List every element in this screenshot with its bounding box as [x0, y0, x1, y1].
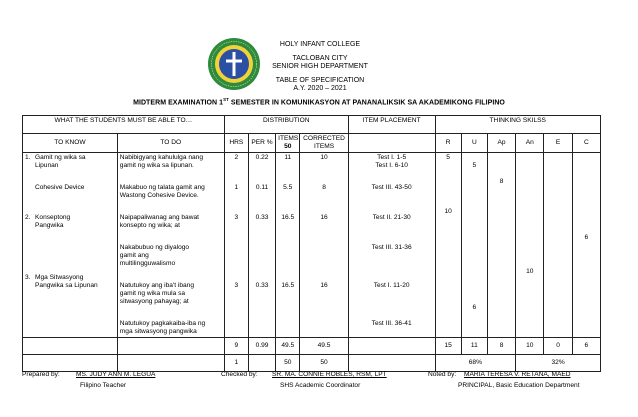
- school-seal-logo: [207, 37, 261, 91]
- school-name: HOLY INFANT COLLEGE: [279, 41, 361, 48]
- table-top-header: [23, 116, 601, 134]
- r-header: R: [435, 134, 461, 153]
- what-header: WHAT THE STUDENTS MUST BE ABLE TO…: [23, 116, 225, 134]
- table-row-summary: [23, 355, 601, 372]
- to-know-cell: 1. Gamit ng wika sa Lipunan Cohesive Device 2. Konseptong Pangwika 3. Mga Sitwasyong Pangwika sa Lipunan: [23, 153, 118, 338]
- corrected-items-header: CORRECTED ITEMS: [300, 134, 348, 153]
- item-placement-cell: Test I. 1-5 Test I. 6-10 Test III. 43-50 Test II. 21-30 Test III. 31-36 Test I. 11-20 Test III. 36-41: [348, 153, 435, 338]
- document-title: TABLE OF SPECIFICATION: [275, 77, 365, 84]
- to-do-cell: Nabibigyang kahululga nang gamit ng wika sa lipunan. Makabuo ng talata gamit ang Wastong Cohesive Device. Naipapaliwanag ang bawat konsepto ng wika; at Nakabubuo ng diyalogo gamit ang multilingguwalismo Natutukoy ang iba't ibang gamit ng wika mula sa sitwasyong pahayag; at Natutukoy pagkakaiba-iba ng mga sitwasyong pangwika: [117, 153, 224, 338]
- checked-by-label: Checked by:: [221, 371, 258, 378]
- specification-table: [22, 115, 601, 372]
- school-city: TACLOBAN CITY: [292, 55, 348, 62]
- per-header: PER %: [248, 134, 275, 153]
- to-do-header: TO DO: [117, 134, 224, 153]
- ap-header: Ap: [487, 134, 515, 153]
- total-e: 0: [544, 338, 572, 355]
- item-placement-header: ITEM PLACEMENT: [348, 116, 435, 134]
- total-r: 15: [435, 338, 461, 355]
- r-cell: 5 10: [435, 153, 461, 338]
- hrs-header: HRS: [224, 134, 248, 153]
- per-cell: 0.22 0.11 0.33 0.33: [248, 153, 275, 338]
- school-year: A.Y. 2020 – 2021: [293, 85, 347, 92]
- total-c: 6: [572, 338, 600, 355]
- noted-by-label: Noted by:: [428, 371, 457, 378]
- distribution-header: DISTRIBUTION: [224, 116, 348, 134]
- hrs-cell: 2 1 3 3: [224, 153, 248, 338]
- c-cell: 6: [572, 153, 600, 338]
- exam-title: MIDTERM EXAMINATION 1ST SEMESTER IN KOMUNIKASYON AT PANANALIKSIK SA AKADEMIKONG FILIPINO: [133, 97, 505, 107]
- to-know-header: TO KNOW: [23, 134, 118, 153]
- ap-cell: 8: [487, 153, 515, 338]
- checked-by-name: SR. MA. CONNIE ROBLES, RSM, LPT: [272, 371, 387, 378]
- an-header: An: [516, 134, 544, 153]
- total-ap: 8: [487, 338, 515, 355]
- noted-by-role: PRINCIPAL, Basic Education Department: [458, 382, 580, 389]
- prepared-by-name: MS. JUDY ANN M. LEGUA: [76, 371, 156, 378]
- c-header: C: [572, 134, 600, 153]
- u-header: U: [461, 134, 487, 153]
- lower-order-percent: 68%: [435, 355, 516, 372]
- total-corrected: 49.5: [300, 338, 348, 355]
- summary-corrected: 50: [300, 355, 348, 372]
- items-header: ITEMS 50: [276, 134, 300, 153]
- total-an: 10: [516, 338, 544, 355]
- table-row-totals: [23, 338, 601, 355]
- items-cell: 11 5.5 16.5 16.5: [276, 153, 300, 338]
- placement-subheader: [348, 134, 435, 153]
- summary-hrs: 1: [224, 355, 248, 372]
- department-name: SENIOR HIGH DEPARTMENT: [272, 63, 368, 70]
- prepared-by-label: Prepared by:: [22, 371, 60, 378]
- total-u: 11: [461, 338, 487, 355]
- table-sub-header: [23, 134, 601, 153]
- summary-items: 50: [276, 355, 300, 372]
- total-items: 49.5: [276, 338, 300, 355]
- total-hrs: 9: [224, 338, 248, 355]
- an-cell: 10: [516, 153, 544, 338]
- checked-by-role: SHS Academic Coordinator: [280, 382, 361, 389]
- noted-by-name: MARIA TERESA V. RETANA, MAED: [464, 371, 571, 378]
- total-per: 0.99: [248, 338, 275, 355]
- e-cell: [544, 153, 572, 338]
- thinking-skills-header: THINKING SKILSS: [435, 116, 600, 134]
- corrected-items-cell: 10 8 16 16: [300, 153, 348, 338]
- table-row-content: [23, 153, 601, 338]
- u-cell: 5 6: [461, 153, 487, 338]
- higher-order-percent: 32%: [516, 355, 601, 372]
- prepared-by-role: Filipino Teacher: [80, 382, 127, 389]
- e-header: E: [544, 134, 572, 153]
